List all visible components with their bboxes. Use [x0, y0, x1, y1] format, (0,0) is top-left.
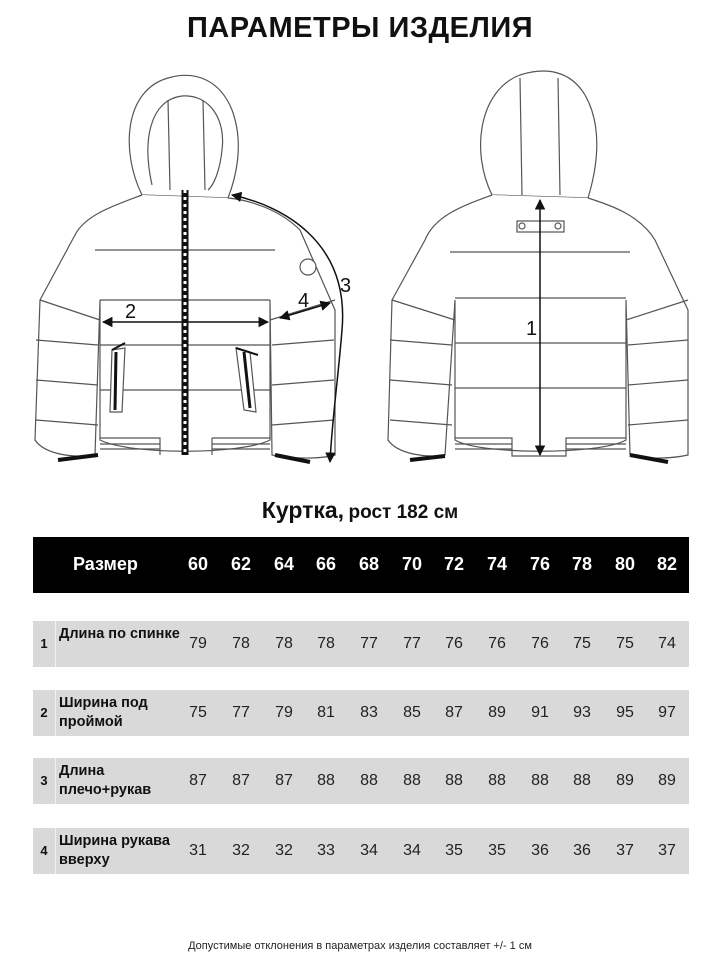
product-height: рост 182 см	[348, 502, 459, 523]
table-row	[33, 758, 689, 804]
row-value: 35	[445, 842, 463, 859]
row-value: 88	[573, 772, 591, 789]
measure-4-label: 4	[298, 290, 310, 312]
row-value: 88	[531, 772, 549, 789]
row-value: 87	[232, 772, 250, 789]
row-value: 35	[488, 842, 506, 859]
row-value: 76	[531, 635, 549, 652]
row-parameter: Длина плечо+рукав	[59, 763, 152, 798]
size-col: 82	[656, 554, 678, 574]
measure-2-label: 2	[125, 301, 137, 323]
front-hood	[129, 75, 238, 198]
row-parameter: Длина по спинке	[59, 626, 180, 642]
size-col: 76	[529, 554, 551, 574]
back-hood	[481, 71, 597, 198]
row-value: 75	[573, 635, 591, 652]
jacket-back	[388, 71, 688, 458]
row-value: 89	[488, 704, 506, 721]
size-col: 62	[230, 554, 252, 574]
size-header-label: Размер	[73, 554, 138, 574]
row-value: 37	[616, 842, 634, 859]
page-title: ПАРАМЕТРЫ ИЗДЕЛИЯ	[186, 12, 534, 44]
table-row	[33, 690, 689, 736]
row-value: 83	[360, 704, 378, 721]
row-value: 81	[317, 704, 335, 721]
size-col: 64	[273, 554, 295, 574]
row-value: 32	[275, 842, 293, 859]
row-value: 75	[616, 635, 634, 652]
size-col: 72	[443, 554, 465, 574]
row-value: 89	[658, 772, 676, 789]
row-value: 36	[531, 842, 549, 859]
row-value: 34	[403, 842, 421, 859]
table-row	[33, 828, 689, 874]
size-col: 68	[358, 554, 380, 574]
product-heading	[0, 497, 720, 524]
row-value: 89	[616, 772, 634, 789]
row-value: 34	[360, 842, 378, 859]
size-col: 80	[614, 554, 636, 574]
row-value: 75	[189, 704, 207, 721]
row-value: 32	[232, 842, 250, 859]
row-value: 79	[275, 704, 293, 721]
row-value: 87	[275, 772, 293, 789]
size-col: 66	[315, 554, 337, 574]
row-value: 93	[573, 704, 591, 721]
row-value: 78	[275, 635, 293, 652]
row-value: 88	[317, 772, 335, 789]
row-value: 88	[488, 772, 506, 789]
row-value: 97	[658, 704, 676, 721]
row-value: 33	[317, 842, 335, 859]
row-value: 91	[531, 704, 549, 721]
size-col: 60	[187, 554, 209, 574]
row-number: 3	[33, 758, 56, 804]
row-value: 87	[445, 704, 463, 721]
row-value: 87	[189, 772, 207, 789]
row-number: 2	[33, 690, 56, 736]
row-value: 37	[658, 842, 676, 859]
row-value: 31	[189, 842, 207, 859]
size-col: 74	[486, 554, 508, 574]
back-body	[388, 195, 688, 458]
size-table-header	[33, 537, 689, 593]
tolerance-note: Допустимые отклонения в параметрах изделия составляет +/- 1 см	[188, 940, 532, 952]
row-value: 88	[360, 772, 378, 789]
row-number: 4	[33, 828, 56, 874]
row-value: 74	[658, 635, 676, 652]
row-value: 76	[488, 635, 506, 652]
measure-3-label: 3	[340, 275, 352, 297]
row-value: 77	[232, 704, 250, 721]
row-parameter: Ширина под проймой	[59, 695, 148, 730]
row-value: 77	[403, 635, 421, 652]
jacket-diagram	[0, 60, 720, 480]
row-value: 85	[403, 704, 421, 721]
row-parameter: Ширина рукава вверху	[59, 833, 170, 868]
product-name: Куртка,	[261, 497, 345, 523]
row-value: 79	[189, 635, 207, 652]
row-number: 1	[33, 621, 56, 667]
row-value: 88	[445, 772, 463, 789]
row-value: 95	[616, 704, 634, 721]
table-row	[33, 621, 689, 667]
measure-1-label: 1	[526, 318, 538, 340]
size-col: 70	[401, 554, 423, 574]
row-value: 88	[403, 772, 421, 789]
row-value: 36	[573, 842, 591, 859]
row-value: 78	[317, 635, 335, 652]
row-value: 77	[360, 635, 378, 652]
row-value: 78	[232, 635, 250, 652]
size-col: 78	[571, 554, 593, 574]
row-value: 76	[445, 635, 463, 652]
